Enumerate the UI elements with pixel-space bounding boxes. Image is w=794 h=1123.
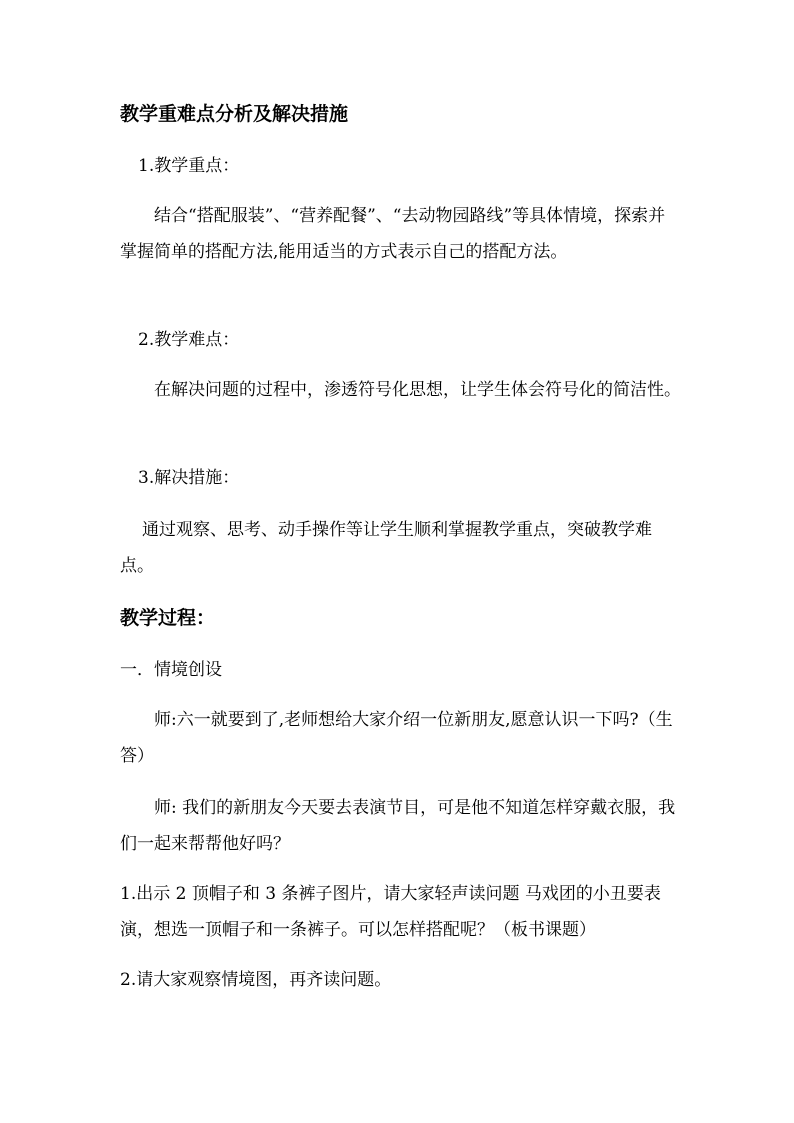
measures-label: 3.解决措施： bbox=[138, 468, 240, 488]
focus-label: 1.教学重点： bbox=[138, 156, 240, 176]
heading-analysis: 教学重难点分析及解决措施 bbox=[120, 103, 349, 125]
heading-process: 教学过程： bbox=[120, 607, 216, 629]
difficulty-label: 2.教学难点： bbox=[138, 330, 240, 350]
focus-text: 结合“搭配服装”、“营养配餐”、“去动物园路线”等具体情境，探索并掌握简单的搭配方法,能用适当的方式表示自己的搭配方法。 bbox=[120, 206, 666, 262]
teacher-line-2: 师: 我们的新朋友今天要去表演节目，可是他不知道怎样穿戴衣服，我们一起来帮帮他好吗？ bbox=[120, 798, 676, 854]
step-2: 2.请大家观察情境图，再齐读问题。 bbox=[120, 970, 392, 990]
difficulty-text: 在解决问题的过程中，渗透符号化思想，让学生体会符号化的简洁性。 bbox=[154, 380, 681, 400]
teacher-line-1: 师:六一就要到了,老师想给大家介绍一位新朋友,愿意认识一下吗?（生答） bbox=[120, 710, 673, 766]
measures-text: 通过观察、思考、动手操作等让学生顺利掌握教学重点，突破教学难点。 bbox=[120, 520, 652, 576]
section-one-title: 一．情境创设 bbox=[120, 660, 222, 680]
step-1: 1.出示 2 顶帽子和 3 条裤子图片，请大家轻声读问题 马戏团的小丑要表演，想选一顶帽子和一条裤子。可以怎样搭配呢？（板书课题） bbox=[120, 884, 661, 940]
